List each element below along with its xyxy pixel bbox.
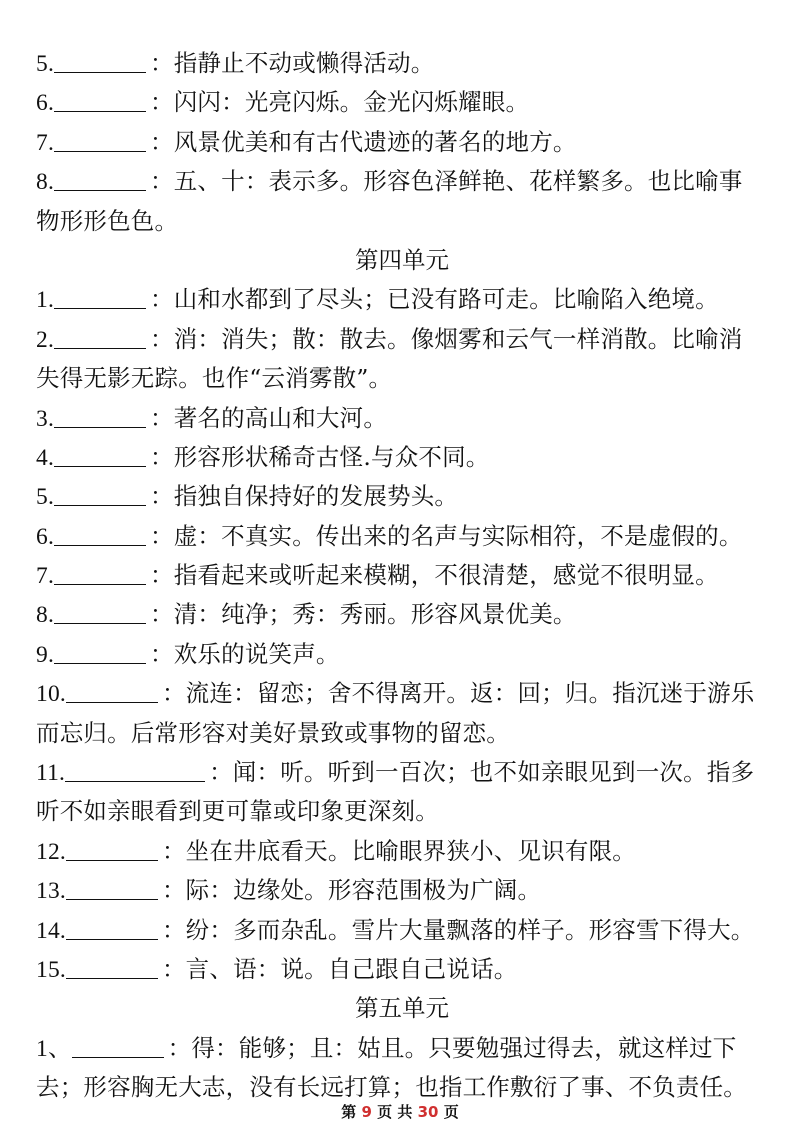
item-definition: ：得：能够；且：姑且。只要勉强过得去，就这样过下 [167, 1033, 737, 1062]
item-definition: ：山和水都到了尽头；已没有路可走。比喻陷入绝境。 [150, 285, 719, 314]
item-definition: ：际：边缘处。形容范围极为广阔。 [161, 876, 542, 905]
item-definition: ：流连：留恋；舍不得离开。返：回；归。指沉迷于游乐 [161, 679, 755, 708]
item-definition: ：纷：多而杂乱。雪片大量飘落的样子。形容雪下得大。 [161, 915, 755, 944]
item-number: 1、 [36, 1035, 72, 1062]
answer-blank[interactable] [54, 87, 146, 112]
definition-item [36, 871, 768, 910]
total-page-count: 30 [417, 1103, 439, 1121]
answer-blank[interactable] [66, 875, 158, 900]
definition-item [36, 911, 768, 950]
item-definition: ：欢乐的说笑声。 [150, 639, 340, 668]
definition-item [36, 517, 768, 556]
item-definition: ：言、语：说。自己跟自己说话。 [161, 954, 518, 983]
item-definition: ：闻：听。听到一百次；也不如亲眼见到一次。指多 [209, 758, 755, 787]
unit-heading: 第四单元 [355, 245, 449, 274]
answer-blank[interactable] [54, 442, 146, 467]
footer-middle: 页 共 [377, 1103, 413, 1121]
definition-item [36, 950, 768, 989]
item-definition: ：指静止不动或懒得活动。 [150, 49, 435, 77]
item-number: 1. [36, 287, 55, 314]
item-definition: ：闪闪：光亮闪烁。金光闪烁耀眼。 [150, 88, 530, 117]
answer-blank[interactable] [65, 757, 205, 782]
answer-blank[interactable] [66, 836, 158, 861]
definition-item [36, 595, 768, 634]
answer-blank[interactable] [66, 678, 158, 703]
definition-item [36, 753, 768, 792]
page-footer [0, 1101, 800, 1122]
definition-item [36, 320, 768, 359]
answer-blank[interactable] [54, 560, 146, 585]
item-number: 4. [36, 444, 55, 471]
item-number: 9. [36, 641, 55, 668]
item-definition: ：风景优美和有古代遗迹的著名的地方。 [150, 127, 577, 156]
item-number: 5. [36, 51, 55, 77]
item-definition: ：清：纯净；秀：秀丽。形容风景优美。 [150, 600, 577, 629]
item-definition: ：著名的高山和大河。 [150, 403, 388, 432]
item-number: 10. [36, 681, 66, 708]
item-number: 14. [36, 917, 66, 944]
definition-item [36, 399, 768, 438]
item-number: 6. [36, 523, 55, 550]
definition-item [36, 635, 768, 674]
item-number: 3. [36, 405, 55, 432]
item-number: 6. [36, 90, 55, 117]
definition-item [36, 280, 768, 319]
definition-item [36, 438, 768, 477]
item-number: 8. [36, 169, 55, 196]
item-definition: ：指独自保持好的发展势头。 [150, 482, 459, 511]
item-number: 13. [36, 878, 66, 905]
answer-blank[interactable] [54, 127, 146, 152]
answer-blank[interactable] [54, 324, 146, 349]
document-page [36, 44, 768, 1108]
item-number: 7. [36, 129, 55, 156]
answer-blank[interactable] [54, 166, 146, 191]
definition-item [36, 44, 768, 83]
answer-blank[interactable] [54, 639, 146, 664]
footer-suffix: 页 [443, 1103, 459, 1121]
footer-prefix: 第 [341, 1103, 357, 1121]
definition-item [36, 477, 768, 516]
item-number: 2. [36, 326, 55, 353]
definition-item [36, 556, 768, 595]
definition-continuation: 去；形容胸无大志，没有长远打算；也指工作敷衍了事、不负责任。 [36, 1073, 747, 1102]
item-definition: ：形容形状稀奇古怪.与众不同。 [150, 442, 490, 471]
item-number: 11. [36, 760, 66, 787]
answer-blank[interactable] [54, 284, 146, 309]
unit-heading: 第五单元 [355, 994, 449, 1023]
answer-blank[interactable] [66, 915, 158, 940]
answer-blank[interactable] [66, 954, 158, 979]
answer-blank[interactable] [54, 403, 146, 428]
definition-item [36, 162, 768, 201]
item-number: 7. [36, 563, 55, 590]
answer-blank[interactable] [54, 521, 146, 546]
definition-item [36, 832, 768, 871]
answer-blank[interactable] [54, 599, 146, 624]
definition-continuation: 听不如亲眼看到更可靠或印象更深刻。 [36, 797, 439, 826]
answer-blank[interactable] [54, 48, 146, 73]
definition-item [36, 1029, 768, 1068]
item-number: 12. [36, 838, 66, 865]
answer-blank[interactable] [72, 1033, 164, 1058]
answer-blank[interactable] [54, 481, 146, 506]
definition-continuation: 失得无影无踪。也作“云消雾散”。 [36, 364, 393, 393]
item-definition: ：指看起来或听起来模糊，不很清楚，感觉不很明显。 [150, 561, 719, 590]
item-definition: ：虚：不真实。传出来的名声与实际相符，不是虚假的。 [150, 521, 743, 550]
item-number: 8. [36, 602, 55, 629]
definition-item [36, 674, 768, 713]
definition-continuation: 物形形色色。 [36, 206, 179, 235]
item-definition: ：消：消失；散：散去。像烟雾和云气一样消散。比喻消 [150, 324, 743, 353]
definition-continuation: 而忘归。后常形容对美好景致或事物的留恋。 [36, 718, 510, 747]
definition-item [36, 83, 768, 122]
item-definition: ：五、十：表示多。形容色泽鲜艳、花样繁多。也比喻事 [150, 167, 743, 196]
item-definition: ：坐在井底看天。比喻眼界狭小、见识有限。 [161, 836, 636, 865]
item-number: 15. [36, 956, 66, 983]
current-page-number: 9 [361, 1103, 372, 1121]
definition-item [36, 123, 768, 162]
item-number: 5. [36, 484, 55, 511]
